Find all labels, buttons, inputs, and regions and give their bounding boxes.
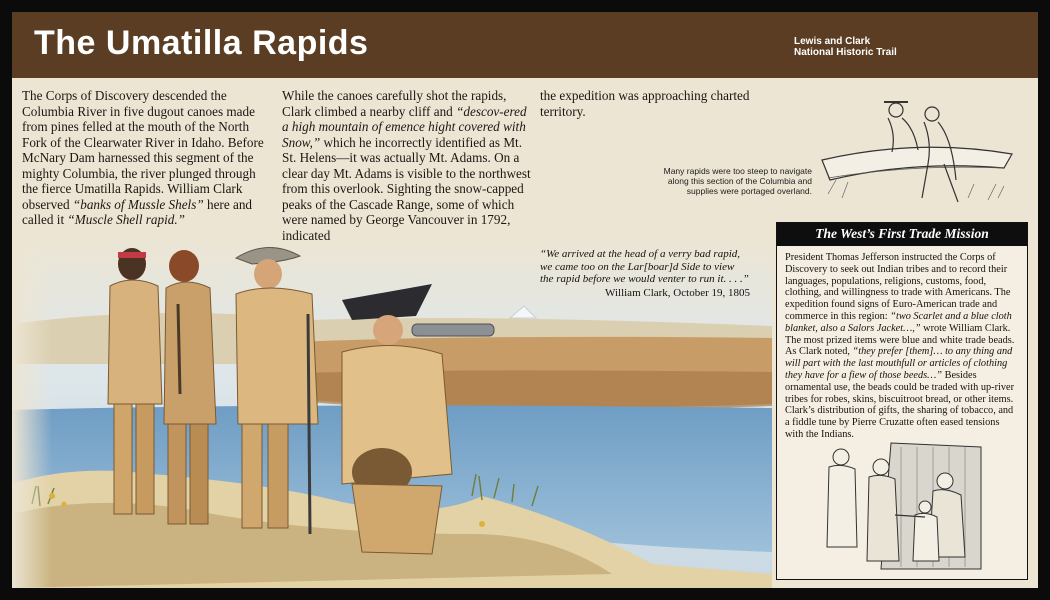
- body-column-2-segment: which he incorrectly identified as Mt. St. Helens—it was actually Mt. Adams. On a clear day Mt. Adams is visible to the northwest from this overlook. Sighting the snow-capped peaks of the Cascade Range, some of which were named by George Vancouver in 1792, indicated: [282, 134, 531, 243]
- body-column-1-segment: “Muscle Shell rapid.”: [67, 212, 185, 227]
- portage-sketch-svg: [818, 94, 1014, 206]
- sketch-caption: Many rapids were too steep to navigate along this section of the Columbia and supplies were portaged overland.: [663, 166, 812, 196]
- trade-sketch: [821, 437, 985, 573]
- sidebar-body-segment: “they prefer [them]… to any thing and will part with the last mouthfull or articles of clothing they have for a fiew of those beeds…”: [785, 346, 1013, 381]
- sign-title: The Umatilla Rapids: [34, 24, 369, 62]
- trade-mission-sidebar: [776, 222, 1028, 580]
- sidebar-body-segment: “two Scarlet and a blue cloth blanket, also a Salors Jacket…,”: [785, 310, 1012, 334]
- interpretive-sign: [12, 12, 1038, 588]
- body-column-3-segment: the expedition was approaching charted territory.: [540, 88, 750, 119]
- trail-label: [794, 36, 897, 58]
- canoe-icon: [822, 147, 1012, 180]
- body-column-1-segment: here and called it: [22, 196, 253, 227]
- body-column-1-segment: The Corps of Discovery descended the Columbia River in five dugout canoes made from pines felled at the mouth of the North Fork of the Clearwater River in Idaho. Before McNary Dam harnessed this segment of the mighty Columbia, the river plunged through the fierce Umatilla Rapids. William Clark observed: [22, 88, 264, 212]
- portage-sketch: [818, 94, 1014, 206]
- trade-sketch-svg: [821, 437, 985, 573]
- sidebar-body-segment: President Thomas Jefferson instructed the Corps of Discovery to seek out Indian tribes and to record their languages, populations, religions, customs, food, clothing, and willingness to trade with Americans. The expedition found signs of Euro-American trade and commerce in this region:: [785, 252, 1011, 322]
- body-column-1-segment: “banks of Mussle Shels”: [72, 196, 204, 212]
- clark-quote: [540, 248, 750, 299]
- sidebar-body: [785, 252, 1019, 441]
- telescope: [412, 324, 494, 336]
- trail-label-line2: National Historic Trail: [794, 47, 897, 58]
- body-column-2-segment: While the canoes carefully shot the rapids, Clark climbed a nearby cliff and: [282, 88, 507, 119]
- quote-attribution: William Clark, October 19, 1805: [605, 286, 750, 299]
- explorer-figure-2: [164, 250, 216, 524]
- sign-header: [12, 12, 1038, 78]
- body-column-2-segment: “descov-ered a high mountain of emence hight covered with Snow,”: [282, 103, 527, 150]
- body-column-3: [540, 88, 760, 119]
- sidebar-body-segment: Besides ornamental use, the beads could be traded with up-river tribes for robes, skins, biscuitroot bread, or other items. Clark’s distribution of gifts, the sharing of tobacco, and a fiddle tune by Pierre Cruzatte often eased tensions with the Indians.: [785, 369, 1015, 440]
- quote-text: “We arrived at the head of a verry bad rapid, we came too on the Lar[boar]d Side to view the rapid before we would venter to run it. . . .”: [540, 248, 749, 285]
- sidebar-body-segment: wrote William Clark. The most prized items were blue and white trade beads. As Clark noted,: [785, 322, 1015, 358]
- body-column-1: [22, 88, 272, 228]
- body-column-2: [282, 88, 532, 243]
- sidebar-title: The West’s First Trade Mission: [777, 223, 1027, 246]
- trail-label-line1: Lewis and Clark: [794, 36, 871, 47]
